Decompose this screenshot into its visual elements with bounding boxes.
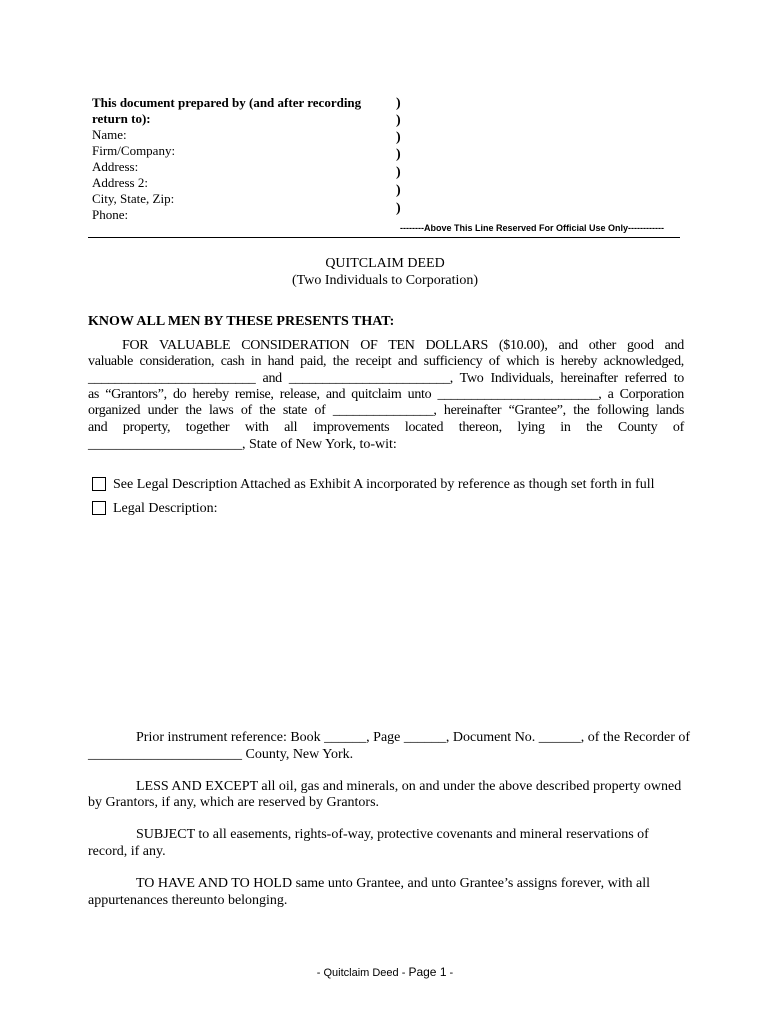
body-line: _________________________ and ________________________, Two Individuals, hereinafter referred to — [88, 371, 684, 386]
address2-label: Address 2: — [92, 175, 148, 190]
less-except-line: by Grantors, if any, which are reserved by Grantors. — [88, 795, 380, 810]
legal-description-label: Legal Description: — [113, 501, 218, 516]
exhibit-a-checkbox[interactable] — [92, 477, 106, 491]
prior-instrument-line: ______________________ County, New York. — [88, 747, 354, 762]
paren: ) — [396, 113, 401, 128]
firm-label: Firm/Company: — [92, 143, 176, 158]
to-have-line: TO HAVE AND TO HOLD same unto Grantee, and unto Grantee’s assigns forever, with all — [136, 876, 650, 891]
subject-to-line: record, if any. — [88, 844, 166, 859]
page-number: Page 1 — [408, 965, 447, 979]
page-title: QUITCLAIM DEED — [325, 256, 445, 271]
body-line: as “Grantors”, do hereby remise, release, and quitclaim unto ________________________, a Corporation — [88, 387, 684, 402]
divider — [88, 237, 680, 238]
official-use-note: --------Above This Line Reserved For Official Use Only------------ — [400, 223, 664, 233]
prior-instrument-line: Prior instrument reference: Book ______, Page ______, Document No. ______, of the Recorder of — [136, 730, 691, 745]
prepared-by-heading-cont: return to): — [92, 111, 151, 126]
exhibit-a-label: See Legal Description Attached as Exhibit A incorporated by reference as though set forth in full — [113, 477, 655, 492]
page-footer — [0, 965, 770, 979]
subject-to-line: SUBJECT to all easements, rights-of-way, protective covenants and mineral reservations of — [136, 827, 649, 842]
paren: ) — [396, 165, 401, 180]
city-state-zip-label: City, State, Zip: — [92, 191, 175, 206]
body-line: and property, together with all improvements located thereon, lying in the County of — [88, 420, 684, 435]
paren: ) — [396, 147, 401, 162]
legal-description-checkbox[interactable] — [92, 501, 106, 515]
address-label: Address: — [92, 159, 139, 174]
phone-label: Phone: — [92, 207, 129, 222]
to-have-line: appurtenances thereunto belonging. — [88, 893, 288, 908]
body-line: ______________________, State of New York, to-wit: — [88, 437, 397, 452]
know-all-heading: KNOW ALL MEN BY THESE PRESENTS THAT: — [88, 314, 395, 329]
body-line: valuable consideration, cash in hand paid, the receipt and sufficiency of which is hereby acknowledged, — [88, 354, 684, 369]
body-line: FOR VALUABLE CONSIDERATION OF TEN DOLLARS ($10.00), and other good and — [122, 338, 684, 353]
subtitle: (Two Individuals to Corporation) — [291, 273, 479, 288]
paren: ) — [396, 201, 401, 216]
footer-prefix: - Quitclaim Deed - — [316, 967, 409, 979]
name-label: Name: — [92, 127, 127, 142]
paren: ) — [396, 130, 401, 145]
paren: ) — [396, 183, 401, 198]
footer-suffix: - — [446, 967, 454, 979]
less-except-line: LESS AND EXCEPT all oil, gas and minerals, on and under the above described property owned — [136, 779, 682, 794]
prepared-by-heading: This document prepared by (and after recording — [92, 95, 362, 110]
paren: ) — [396, 96, 401, 111]
body-line: organized under the laws of the state of _______________, hereinafter “Grantee”, the following lands — [88, 403, 684, 418]
